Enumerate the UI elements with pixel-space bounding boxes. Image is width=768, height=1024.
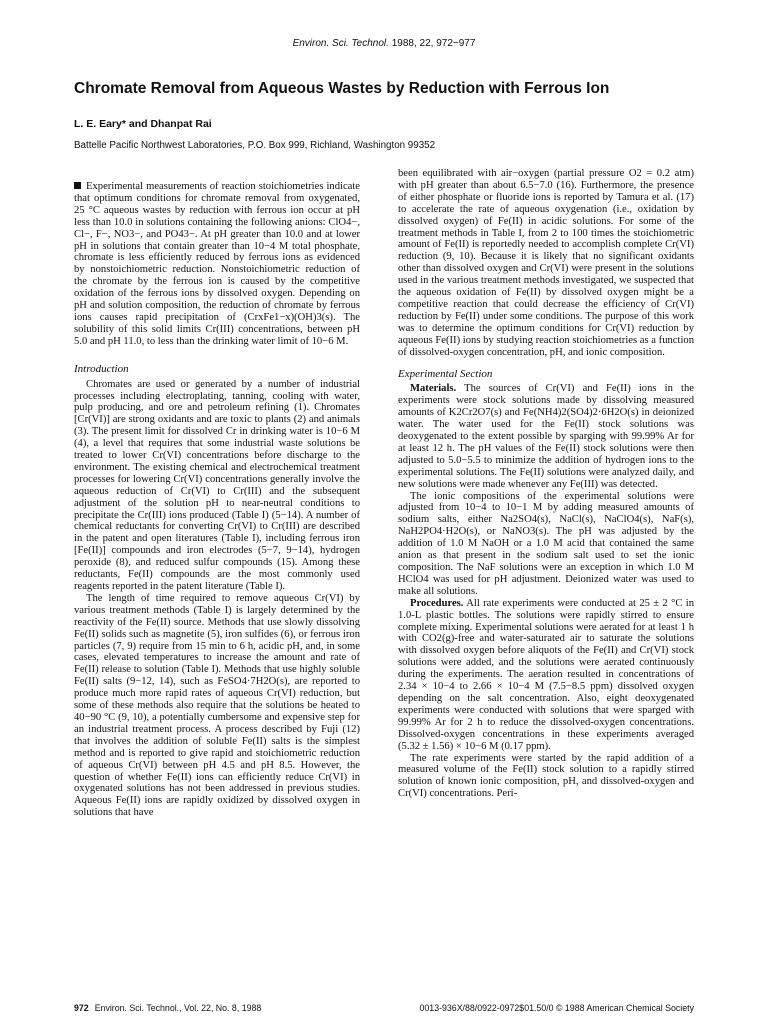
materials-label: Materials. [410, 383, 457, 395]
materials-text: The sources of Cr(VI) and Fe(II) ions in the experiments were stock solutions made by dissolving measured amounts of K2Cr2O7(s) and Fe(NH4)2(SO4)2·6H2O(s) in deionized water. The water used for the Fe(II) stock solutions was deoxygenated to the extent possible by sparging with 99.99% Ar for at least 12 h. The pH values of the Fe(II) stock solutions were then adjusted to 5.0−5.5 to minimize the addition of hydrogen ions to the experimental solutions. The Fe(II) solutions were analyzed daily, and new solutions were made whenever any Fe(III) was detected. [398, 383, 694, 490]
procedures-text: All rate experiments were conducted at 25 ± 2 °C in 1.0-L plastic bottles. The solutions were rapidly stirred to ensure complete mixing. Experimental solutions were aerated for at least 1 h with CO2(g)-free and water-saturated air to saturate the solutions with dissolved oxygen before aliquots of the Fe(II) and Cr(VI) stock solutions were added, and the solutions were aerated continuously during the experiments. The aeration resulted in concentrations of 2.34 × 10−4 to 2.66 × 10−4 M (7.5−8.5 ppm) dissolved oxygen depending on the salt concentration. Also, eight deoxygenated experiments were conducted with solutions that were sparged with 99.99% Ar for 2 h to reduce the dissolved-oxygen concentrations. Dissolved-oxygen concentrations in these experiments averaged (5.32 ± 1.56) × 10−6 M (0.17 ppm). [398, 597, 694, 752]
procedures-paragraph-1 [398, 598, 694, 753]
materials-paragraph-2: The ionic compositions of the experimental solutions were adjusted from 10−4 to 10−1 M by adding measured amounts of sodium salts, either Na2SO4(s), NaCl(s), NaClO4(s), NaF(s), NaH2PO4·H2O(s), or NaNO3(s). The pH was adjusted by the addition of 1.0 M NaOH or a 1.0 M acid that contained the same anion as that present in the sodium salt used to set the ionic composition. The NaF solutions were an exception in which 1.0 M HClO4 was used for pH adjustment. Deionized water was used to make all solutions. [398, 490, 694, 597]
journal-citation: 1988, 22, 972−977 [391, 38, 476, 49]
introduction-paragraph-1: Chromates are used or generated by a number of industrial processes including electroplating, tanning, cooling with water, pulp producing, and ore and petroleum refining (1). Chromates [Cr(VI)] are strong oxidants and are toxic to plants (2) and animals (3). The present limit for dissolved Cr in drinking water is 10−6 M (4), a level that requires that some industrial waste solutions be treated to lower Cr(VI) concentrations before discharge to the environment. The existing chemical and electrochemical treatment processes for lowering Cr(VI) concentrations generally involve the aqueous reduction of Cr(VI) to Cr(III) and the subsequent adjustment of the solution pH to near-neutral conditions to precipitate the Cr(III) ions produced (Table I) (5−14). A number of chemical reductants for converting Cr(VI) to Cr(III) are described in the patent and open literatures (Table I), including ferrous iron [Fe(II)] compounds and iron electrodes (5−7, 9−14), hydrogen peroxide (8), and reduced sulfur compounds (15). Among these reductants, Fe(II) compounds are the most commonly used reagents reported in the patent literature (Table I). [74, 378, 360, 592]
abstract-text: Experimental measurements of reaction stoichiometries indicate that optimum conditions for chromate removal from oxygenated, 25 °C aqueous wastes by reduction with ferrous ion occur at pH less than 10.0 in solutions containing the following anions: ClO4−, Cl−, F−, NO3−, and PO43−. At pH greater than 10.0 and at lower pH in solutions that contain greater than 10−4 M total phosphate, chromate is less efficiently reduced by ferrous ions as evidenced by nonstoichiometric reduction. Nonstoichiometric reduction of the chromate by the ferrous ion is caused by the competitive oxidation of the ferrous ions by dissolved oxygen. Depending on pH and solution composition, the reduction of chromate by ferrous ions causes rapid precipitation of (CrxFe1−x)(OH)3(s). The solubility of this solid limits Cr(III) concentrations, between pH 5.0 and pH 11.0, to less than the drinking water limit of 10−6 M. [74, 181, 360, 347]
experimental-heading: Experimental Section [398, 367, 493, 380]
procedures-paragraph-2: The rate experiments were started by the rapid addition of a measured volume of the Fe(II) stock solution to a rapidly stirred solution of known ionic composition, pH, and dissolved-oxygen and Cr(VI) concentrations. Peri- [398, 752, 694, 800]
journal-header [0, 38, 768, 49]
introduction-heading: Introduction [74, 362, 129, 375]
abstract-bullet-icon [74, 182, 81, 189]
abstract [74, 181, 360, 348]
introduction-paragraph-2: The length of time required to remove aqueous Cr(VI) by various treatment methods (Table I) is largely determined by the reactivity of the Fe(II) source. Methods that use slowly dissolving Fe(II) solids such as magnetite (5), iron sulfides (6), or ferrous iron particles (7, 9) require from 15 min to 6 h, acidic pH, and, in some cases, elevated temperatures to increase the amount and rate of Fe(II) release to solution (Table I). Methods that use highly soluble Fe(II) salts (9−12, 14), such as FeSO4·7H2O(s), are reported to produce much more rapid rates of aqueous Cr(VI) reduction, but some of these methods also require that the solutions be heated to 40−90 °C (9, 10), a potentially cumbersome and expensive step for an industrial treatment process. A process described by Fuji (12) that involves the addition of soluble Fe(II) salts is the simplest method and is reported to give rapid and stoichiometric reduction of aqueous Cr(VI) between pH 4.5 and pH 8.5. However, the question of whether Fe(II) ions can efficiently reduce Cr(VI) in oxygenated solutions has not been addressed in previous studies. Aqueous Fe(II) ions are rapidly oxidized by dissolved oxygen in solutions that have [74, 592, 360, 819]
page-number: 972 [74, 1003, 89, 1013]
introduction-paragraph-2-continued: been equilibrated with air−oxygen (partial pressure O2 = 0.2 atm) with pH greater than about 6.5−7.0 (16). Furthermore, the presence of either phosphate or fluoride ions is reported by Tamura et al. (17) to accelerate the rate of aqueous oxygenation (i.e., oxidation by dissolved oxygen) of Fe(II) in acidic solutions. For some of the treatment methods in Table I, from 2 to 100 times the stoichiometric amount of Fe(II) is reportedly needed to accomplish complete Cr(VI) reduction (9, 10). Because it is likely that no significant oxidants other than dissolved oxygen and Cr(VI) were present in the solutions used in the various treatment methods investigated, we suspected that the aqueous oxidation of Fe(II) by dissolved oxygen might be a competitive reaction that could decrease the efficiency of Cr(VI) reduction by Fe(II) under some conditions. The purpose of this work was to determine the optimum conditions for Cr(VI) reduction by aqueous Fe(II) ions by studying reaction stoichiometries as a function of dissolved-oxygen concentration, pH, and ionic composition. [398, 168, 694, 358]
procedures-label: Procedures. [410, 597, 464, 609]
left-column [74, 181, 360, 819]
materials-paragraph-1 [398, 383, 694, 490]
footer-copyright: 0013-936X/88/0922-0972$01.50/0 © 1988 American Chemical Society [419, 1003, 694, 1013]
paper-affiliation: Battelle Pacific Northwest Laboratories, P.O. Box 999, Richland, Washington 99352 [74, 140, 436, 151]
paper-authors: L. E. Eary* and Dhanpat Rai [74, 118, 212, 130]
right-column [398, 168, 694, 800]
journal-name: Environ. Sci. Technol. [292, 38, 389, 49]
paper-title: Chromate Removal from Aqueous Wastes by Reduction with Ferrous Ion [74, 80, 610, 97]
footer-left [74, 1003, 261, 1013]
footer-journal-info: Environ. Sci. Technol., Vol. 22, No. 8, 1988 [94, 1003, 262, 1013]
